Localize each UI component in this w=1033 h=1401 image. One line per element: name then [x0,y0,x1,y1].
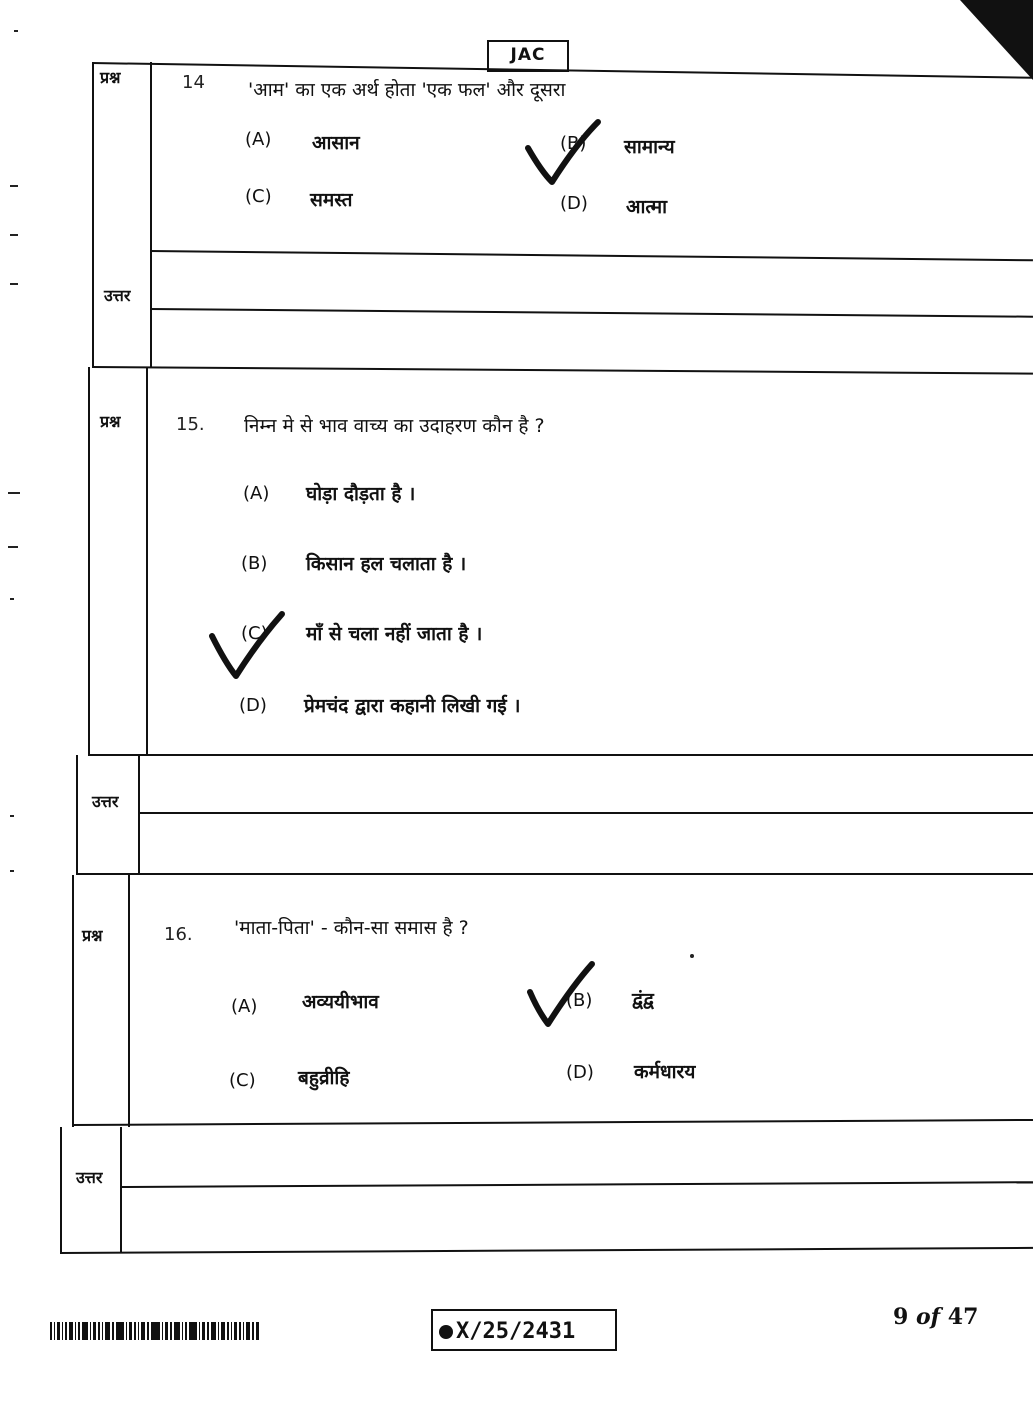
margin-mark [10,234,18,236]
option-letter-c: (C) [245,186,272,207]
corner-shadow [960,0,1033,80]
answer-line [120,1181,1033,1188]
answer-line [150,308,1033,318]
option-text-a: घोड़ा दौड़ता है । [306,483,416,505]
option-text-a: अव्ययीभाव [302,991,379,1013]
row-divider [150,250,1033,261]
question-text: निम्न मे से भाव वाच्य का उदाहरण कौन है ? [244,415,545,437]
option-letter-a: (A) [231,996,258,1017]
row-divider [72,1119,1033,1126]
question-number: 14 [182,72,205,93]
label-column-divider [138,755,140,875]
row-divider [92,366,1033,375]
table-left-border [60,1127,62,1253]
ink-dot [690,954,694,958]
table-left-border [88,367,90,755]
option-letter-a: (A) [245,129,272,150]
option-text-a: आसान [312,132,360,154]
table-left-border [76,755,78,875]
option-text-c: माँ से चला नहीं जाता है । [306,623,483,645]
paper-code-box [431,1309,617,1351]
row-divider [76,873,1033,875]
option-letter-d: (D) [560,193,588,214]
option-letter-b: (B) [560,133,587,154]
table-bottom-border [60,1247,1033,1254]
option-letter-b: (B) [566,990,593,1011]
bullet-icon [439,1325,453,1339]
answer-label: उत्तर [92,792,119,811]
label-column-divider [150,62,152,367]
table-left-border [92,62,94,367]
answer-line [138,812,1033,814]
page-of: of [915,1304,941,1330]
option-letter-c: (C) [229,1070,256,1091]
option-text-b: किसान हल चलाता है । [306,553,467,575]
board-header: JAC [487,40,569,72]
page-number [893,1304,978,1330]
option-letter-c: (C) [241,623,268,644]
option-letter-a: (A) [243,483,270,504]
margin-mark [8,546,18,548]
margin-mark [10,598,14,600]
option-letter-b: (B) [241,553,268,574]
question-label: प्रश्न [100,68,121,87]
option-text-c: बहुव्रीहि [298,1067,350,1089]
option-text-b: द्वंद्व [632,989,654,1011]
margin-mark [10,185,18,187]
label-column-divider [146,367,148,755]
option-text-d: आत्मा [626,196,668,218]
option-text-b: सामान्य [624,136,675,158]
page-total: 47 [947,1304,979,1330]
option-text-d: कर्मधारय [634,1061,696,1083]
margin-mark [10,870,14,872]
question-number: 16. [164,924,193,945]
barcode [50,1322,260,1340]
question-text: 'माता-पिता' - कौन-सा समास है ? [234,917,469,939]
answer-label: उत्तर [104,286,131,305]
label-column-divider [120,1127,122,1253]
option-text-d: प्रेमचंद द्वारा कहानी लिखी गई । [304,695,521,717]
paper-code: X/25/2431 [456,1319,576,1344]
page-current: 9 [893,1304,909,1330]
margin-mark [10,283,18,285]
table-left-border [72,875,74,1127]
margin-mark [8,492,20,494]
question-number: 15. [176,414,205,435]
margin-mark [14,30,18,32]
margin-mark [10,815,14,817]
answer-label: उत्तर [76,1168,103,1187]
option-letter-d: (D) [239,695,267,716]
checkmark-icon [204,610,288,682]
label-column-divider [128,875,130,1127]
row-divider [88,754,1033,756]
question-label: प्रश्न [82,926,103,945]
option-letter-d: (D) [566,1062,594,1083]
option-text-c: समस्त [310,189,353,211]
question-label: प्रश्न [100,412,121,431]
question-text: 'आम' का एक अर्थ होता 'एक फल' और दूसरा [248,79,566,101]
